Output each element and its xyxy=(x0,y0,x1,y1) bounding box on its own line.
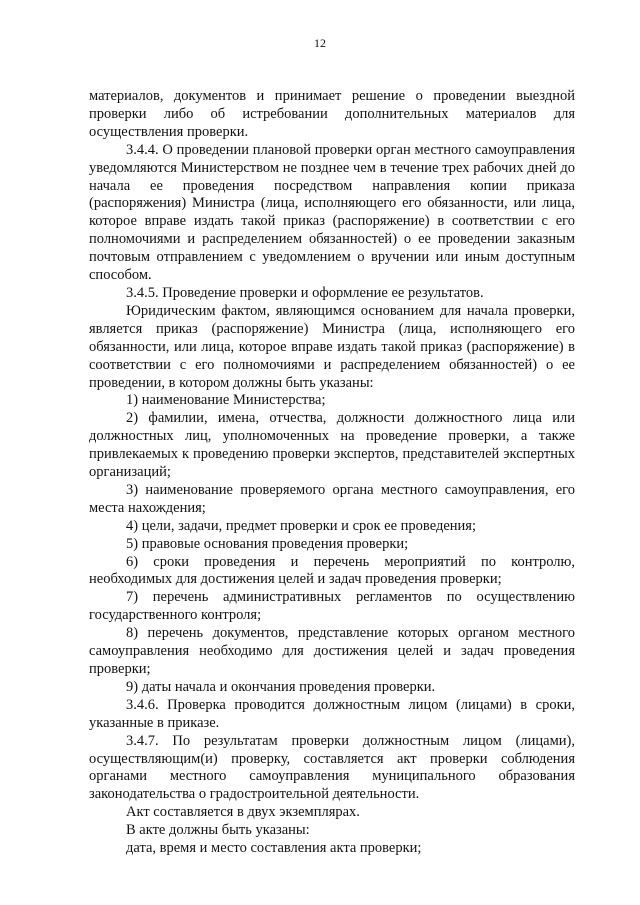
list-item-2: 2) фамилии, имена, отчества, должности должностного лица или должностных лиц, уполномоченных на проведение проверки, а также привлекаемых к проведению проверки экспертов, представителей экспертных организаций; xyxy=(89,410,575,481)
paragraph-continuation: материалов, документов и принимает решение о проведении выездной проверки либо об истребовании дополнительных материалов для осуществления проверки. xyxy=(89,88,575,140)
list-item-4: 4) цели, задачи, предмет проверки и срок ее проведения; xyxy=(126,517,476,534)
paragraph-3-4-4: 3.4.4. О проведении плановой проверки орган местного самоуправления уведомляются Министерством не позднее чем в течение трех рабочих дней до начала ее проведения посредством направления копии приказа (распоряжения) Министра (лица, исполняющего его обязанности, или лица, которое вправе издать такой приказ (распоряжение) в соответствии с его полномочиями и распределением обязанностей) о ее проведении заказным почтовым отправлением с уведомлением о вручении или иным доступным способом. xyxy=(89,141,575,284)
page-number: 12 xyxy=(314,36,326,50)
paragraph-3-4-5-heading: 3.4.5. Проведение проверки и оформление ее результатов. xyxy=(126,284,484,301)
paragraph-legal-fact: Юридическим фактом, являющимся основанием для начала проверки, является приказ (распоряжение) Министра (лица, исполняющего его обязанности, или лица, которое вправе издать такой приказ (распоряжение) в соответствии с его полномочиями и распределением обязанностей) о ее проведении, в котором должны быть указаны: xyxy=(89,302,575,391)
list-item-3: 3) наименование проверяемого органа местного самоуправления, его места нахождения; xyxy=(89,481,575,516)
list-item-7: 7) перечень административных регламентов по осуществлению государственного контроля; xyxy=(89,589,575,624)
list-item-8: 8) перечень документов, представление которых органом местного самоуправления необходимо для достижения целей и задач проведения проверки; xyxy=(89,625,575,677)
paragraph-3-4-6: 3.4.6. Проверка проводится должностным лицом (лицами) в сроки, указанные в приказе. xyxy=(89,696,575,731)
paragraph-act-date: дата, время и место составления акта проверки; xyxy=(126,840,422,857)
paragraph-act-copies: Акт составляется в двух экземплярах. xyxy=(126,804,360,821)
paragraph-3-4-7: 3.4.7. По результатам проверки должностным лицом (лицами), осуществляющим(и) проверку, составляется акт проверки соблюдения органами местного самоуправления муниципального образования законодательства о градостроительной деятельности. xyxy=(89,732,575,803)
list-item-1: 1) наименование Министерства; xyxy=(126,392,326,409)
paragraph-act-contents: В акте должны быть указаны: xyxy=(126,822,310,839)
list-item-9: 9) даты начала и окончания проведения проверки. xyxy=(126,678,436,695)
list-item-5: 5) правовые основания проведения проверки; xyxy=(126,535,409,552)
document-body xyxy=(89,88,575,858)
list-item-6: 6) сроки проведения и перечень мероприятий по контролю, необходимых для достижения целей и задач проведения проверки; xyxy=(89,553,575,588)
